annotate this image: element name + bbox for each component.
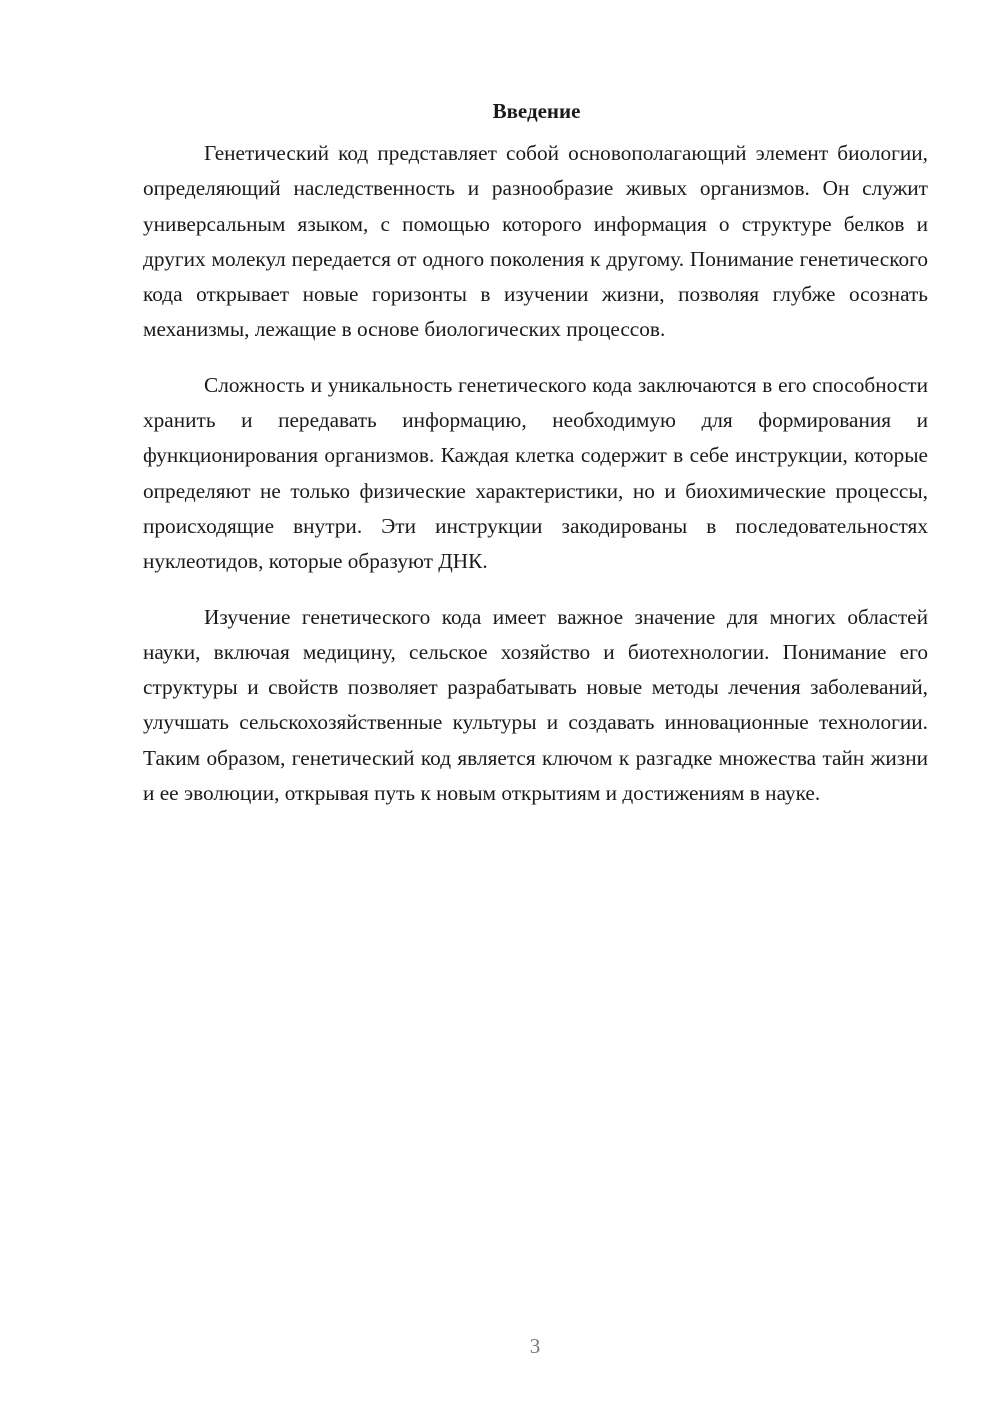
page-content xyxy=(143,96,928,831)
page-number: 3 xyxy=(529,1334,541,1358)
section-heading: Введение xyxy=(492,99,581,123)
paragraph-3: Изучение генетического кода имеет важное значение для многих областей науки, включая медицину, сельское хозяйство и биотехнологии. Понимание его структуры и свойств позволяет разрабатывать новые методы лечения заболеваний, улучшать сельскохозяйственные культуры и создавать инновационные технологии. Таким образом, генетический код является ключом к разгадке множества тайн жизни и ее эволюции, открывая путь к новым открытиям и достижениям в науке. xyxy=(143,604,928,806)
paragraph-2: Сложность и уникальность генетического кода заключаются в его способности хранить и передавать информацию, необходимую для формирования и функционирования организмов. Каждая клетка содержит в себе инструкции, которые определяют не только физические характеристики, но и биохимические процессы, происходящие внутри. Эти инструкции закодированы в последовательностях нуклеотидов, которые образуют ДНК. xyxy=(143,372,928,574)
paragraph-1: Генетический код представляет собой основополагающий элемент биологии, определяющий наследственность и разнообразие живых организмов. Он служит универсальным языком, с помощью которого информация о структуре белков и других молекул передается от одного поколения к другому. Понимание генетического кода открывает новые горизонты в изучении жизни, позволяя глубже осознать механизмы, лежащие в основе биологических процессов. xyxy=(143,141,928,342)
